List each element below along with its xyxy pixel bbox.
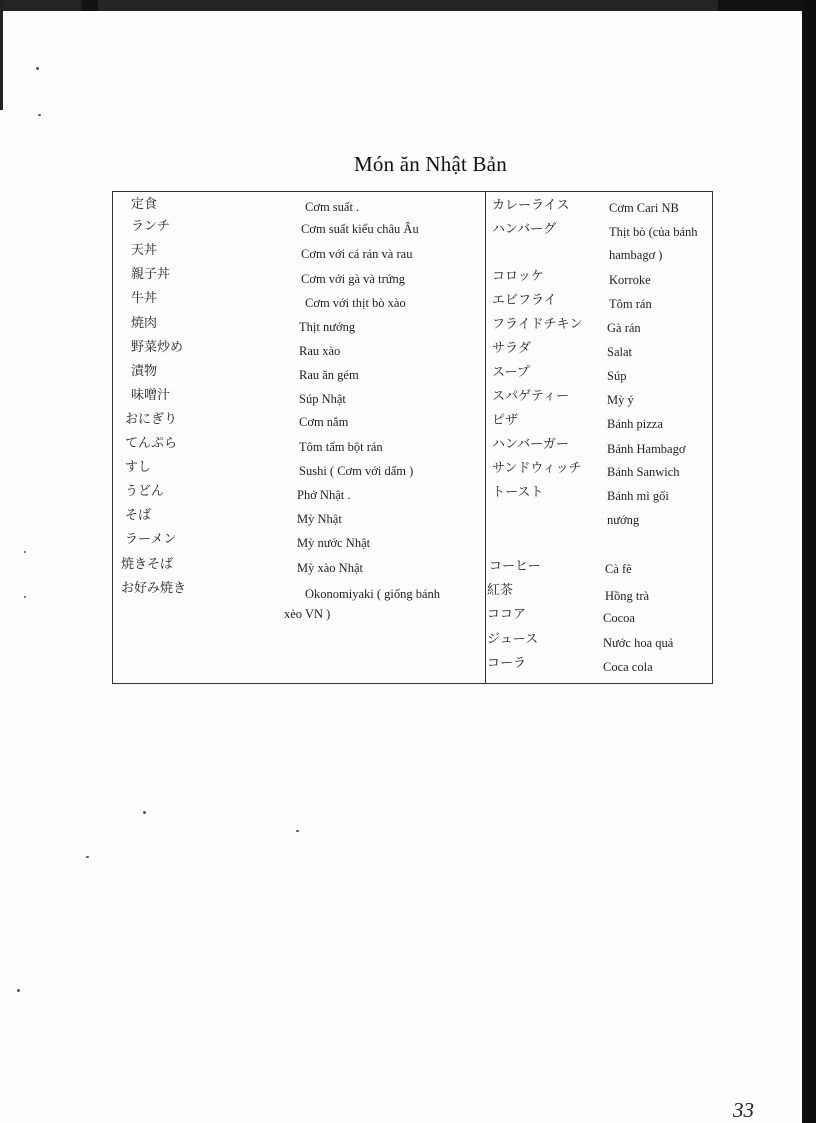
right-vn-item: Bánh mì gối — [607, 489, 669, 503]
right-vn-item: Cocoa — [603, 611, 635, 625]
left-jp-item: 牛丼 — [131, 291, 158, 306]
left-vn-item: Cơm suất kiểu châu Âu — [301, 222, 419, 236]
left-jp-item: すし — [125, 460, 152, 475]
right-jp-item: ピザ — [492, 413, 519, 428]
left-vn-item: Súp Nhật — [299, 392, 346, 406]
left-jp-item: 味噌汁 — [131, 388, 171, 403]
right-vn-item: Gà rán — [607, 321, 641, 335]
right-vn-item: Coca cola — [603, 660, 653, 674]
left-jp-item: そば — [125, 508, 152, 523]
scan-speck — [143, 811, 146, 814]
right-vn-item: Cơm Cari NB — [609, 201, 679, 215]
left-jp-item: お好み焼き — [121, 581, 187, 596]
left-vn-item: Tôm tẩm bột rán — [299, 440, 383, 454]
right-vn-item: Nước hoa quả — [603, 636, 674, 650]
right-vn-item: Bánh pizza — [607, 417, 663, 431]
left-vn-item: Phở Nhật . — [297, 488, 351, 502]
left-jp-item: 野菜炒め — [131, 340, 184, 355]
right-jp-item: スープ — [492, 365, 530, 380]
scan-border-right — [802, 0, 816, 1123]
page-number: 33 — [733, 1098, 754, 1122]
right-vn-item: Bánh Hambagơ — [607, 442, 686, 456]
left-vn-item: Mỳ Nhật — [297, 512, 342, 526]
left-vn-item: Sushi ( Cơm với dấm ) — [299, 464, 414, 478]
left-jp-item: 焼きそば — [121, 557, 174, 572]
scan-speck — [24, 551, 26, 553]
left-jp-item: おにぎり — [125, 412, 178, 427]
scan-border-left — [0, 0, 3, 110]
left-vn-item: Cơm với cá rán và rau — [301, 247, 413, 261]
left-jp-item: 定食 — [131, 197, 158, 212]
scan-speck — [296, 830, 299, 832]
left-jp-item: 焼肉 — [131, 316, 158, 331]
left-vn-item: Cơm với thịt bò xào — [305, 296, 406, 310]
right-jp-item: サラダ — [492, 341, 531, 356]
page-title: Món ăn Nhật Bản — [354, 152, 507, 176]
left-vn-item: xèo VN ) — [284, 607, 331, 621]
right-vn-item: nướng — [607, 513, 640, 527]
left-vn-item: Okonomiyaki ( giống bánh — [305, 587, 441, 601]
scan-speck — [36, 67, 39, 70]
left-jp-item: 天丼 — [131, 243, 158, 258]
left-vn-item: Rau ăn gém — [299, 368, 359, 382]
left-vn-item: Mỳ nước Nhật — [297, 536, 371, 550]
left-jp-item: うどん — [125, 484, 165, 499]
right-vn-item: Korroke — [609, 273, 651, 287]
right-vn-item: Thịt bò (của bánh — [609, 225, 698, 239]
right-jp-item: 紅茶 — [487, 583, 514, 598]
left-vn-item: Cơm nắm — [299, 415, 349, 429]
left-jp-item: 漬物 — [131, 364, 158, 379]
left-jp-item: ラーメン — [125, 532, 177, 547]
right-jp-item: ハンバーガー — [492, 437, 569, 452]
right-vn-item: Cà fê — [605, 562, 632, 576]
left-jp-item: てんぷら — [125, 436, 178, 451]
right-jp-item: カレーライス — [492, 198, 570, 213]
right-jp-item: スパゲティー — [492, 389, 569, 404]
scan-border-top — [0, 0, 816, 11]
left-vn-item: Rau xào — [299, 344, 341, 358]
right-jp-item: トースト — [492, 485, 544, 500]
right-vn-item: Salat — [607, 345, 632, 359]
right-vn-item: Hồng trà — [605, 589, 650, 603]
right-vn-item: Mỳ ý — [607, 393, 634, 407]
left-jp-item: ランチ — [131, 219, 171, 234]
left-vn-item: Cơm suất . — [305, 200, 360, 214]
column-divider — [485, 192, 486, 683]
menu-table — [112, 191, 713, 684]
left-vn-item: Thịt nướng — [299, 320, 356, 334]
left-vn-item: Mỳ xào Nhật — [297, 561, 363, 575]
left-jp-item: 親子丼 — [131, 267, 171, 282]
right-jp-item: コロッケ — [492, 269, 544, 284]
right-jp-item: ジュース — [487, 632, 539, 647]
scan-speck — [38, 114, 41, 116]
scan-speck — [86, 856, 89, 858]
scan-speck — [24, 596, 26, 598]
right-jp-item: ココア — [487, 607, 527, 622]
right-vn-item: Súp — [607, 369, 627, 383]
right-jp-item: コーヒー — [489, 559, 541, 574]
right-jp-item: コーラ — [487, 656, 527, 671]
left-vn-item: Cơm với gà và trứng — [301, 272, 406, 286]
right-jp-item: エビフライ — [492, 293, 557, 308]
right-vn-item: hambagơ ) — [609, 248, 663, 262]
right-jp-item: サンドウィッチ — [492, 461, 582, 476]
right-vn-item: Tôm rán — [609, 297, 652, 311]
right-jp-item: フライドチキン — [492, 317, 583, 332]
scan-speck — [17, 989, 20, 992]
right-jp-item: ハンバーグ — [492, 222, 557, 237]
right-vn-item: Bánh Sanwich — [607, 465, 680, 479]
